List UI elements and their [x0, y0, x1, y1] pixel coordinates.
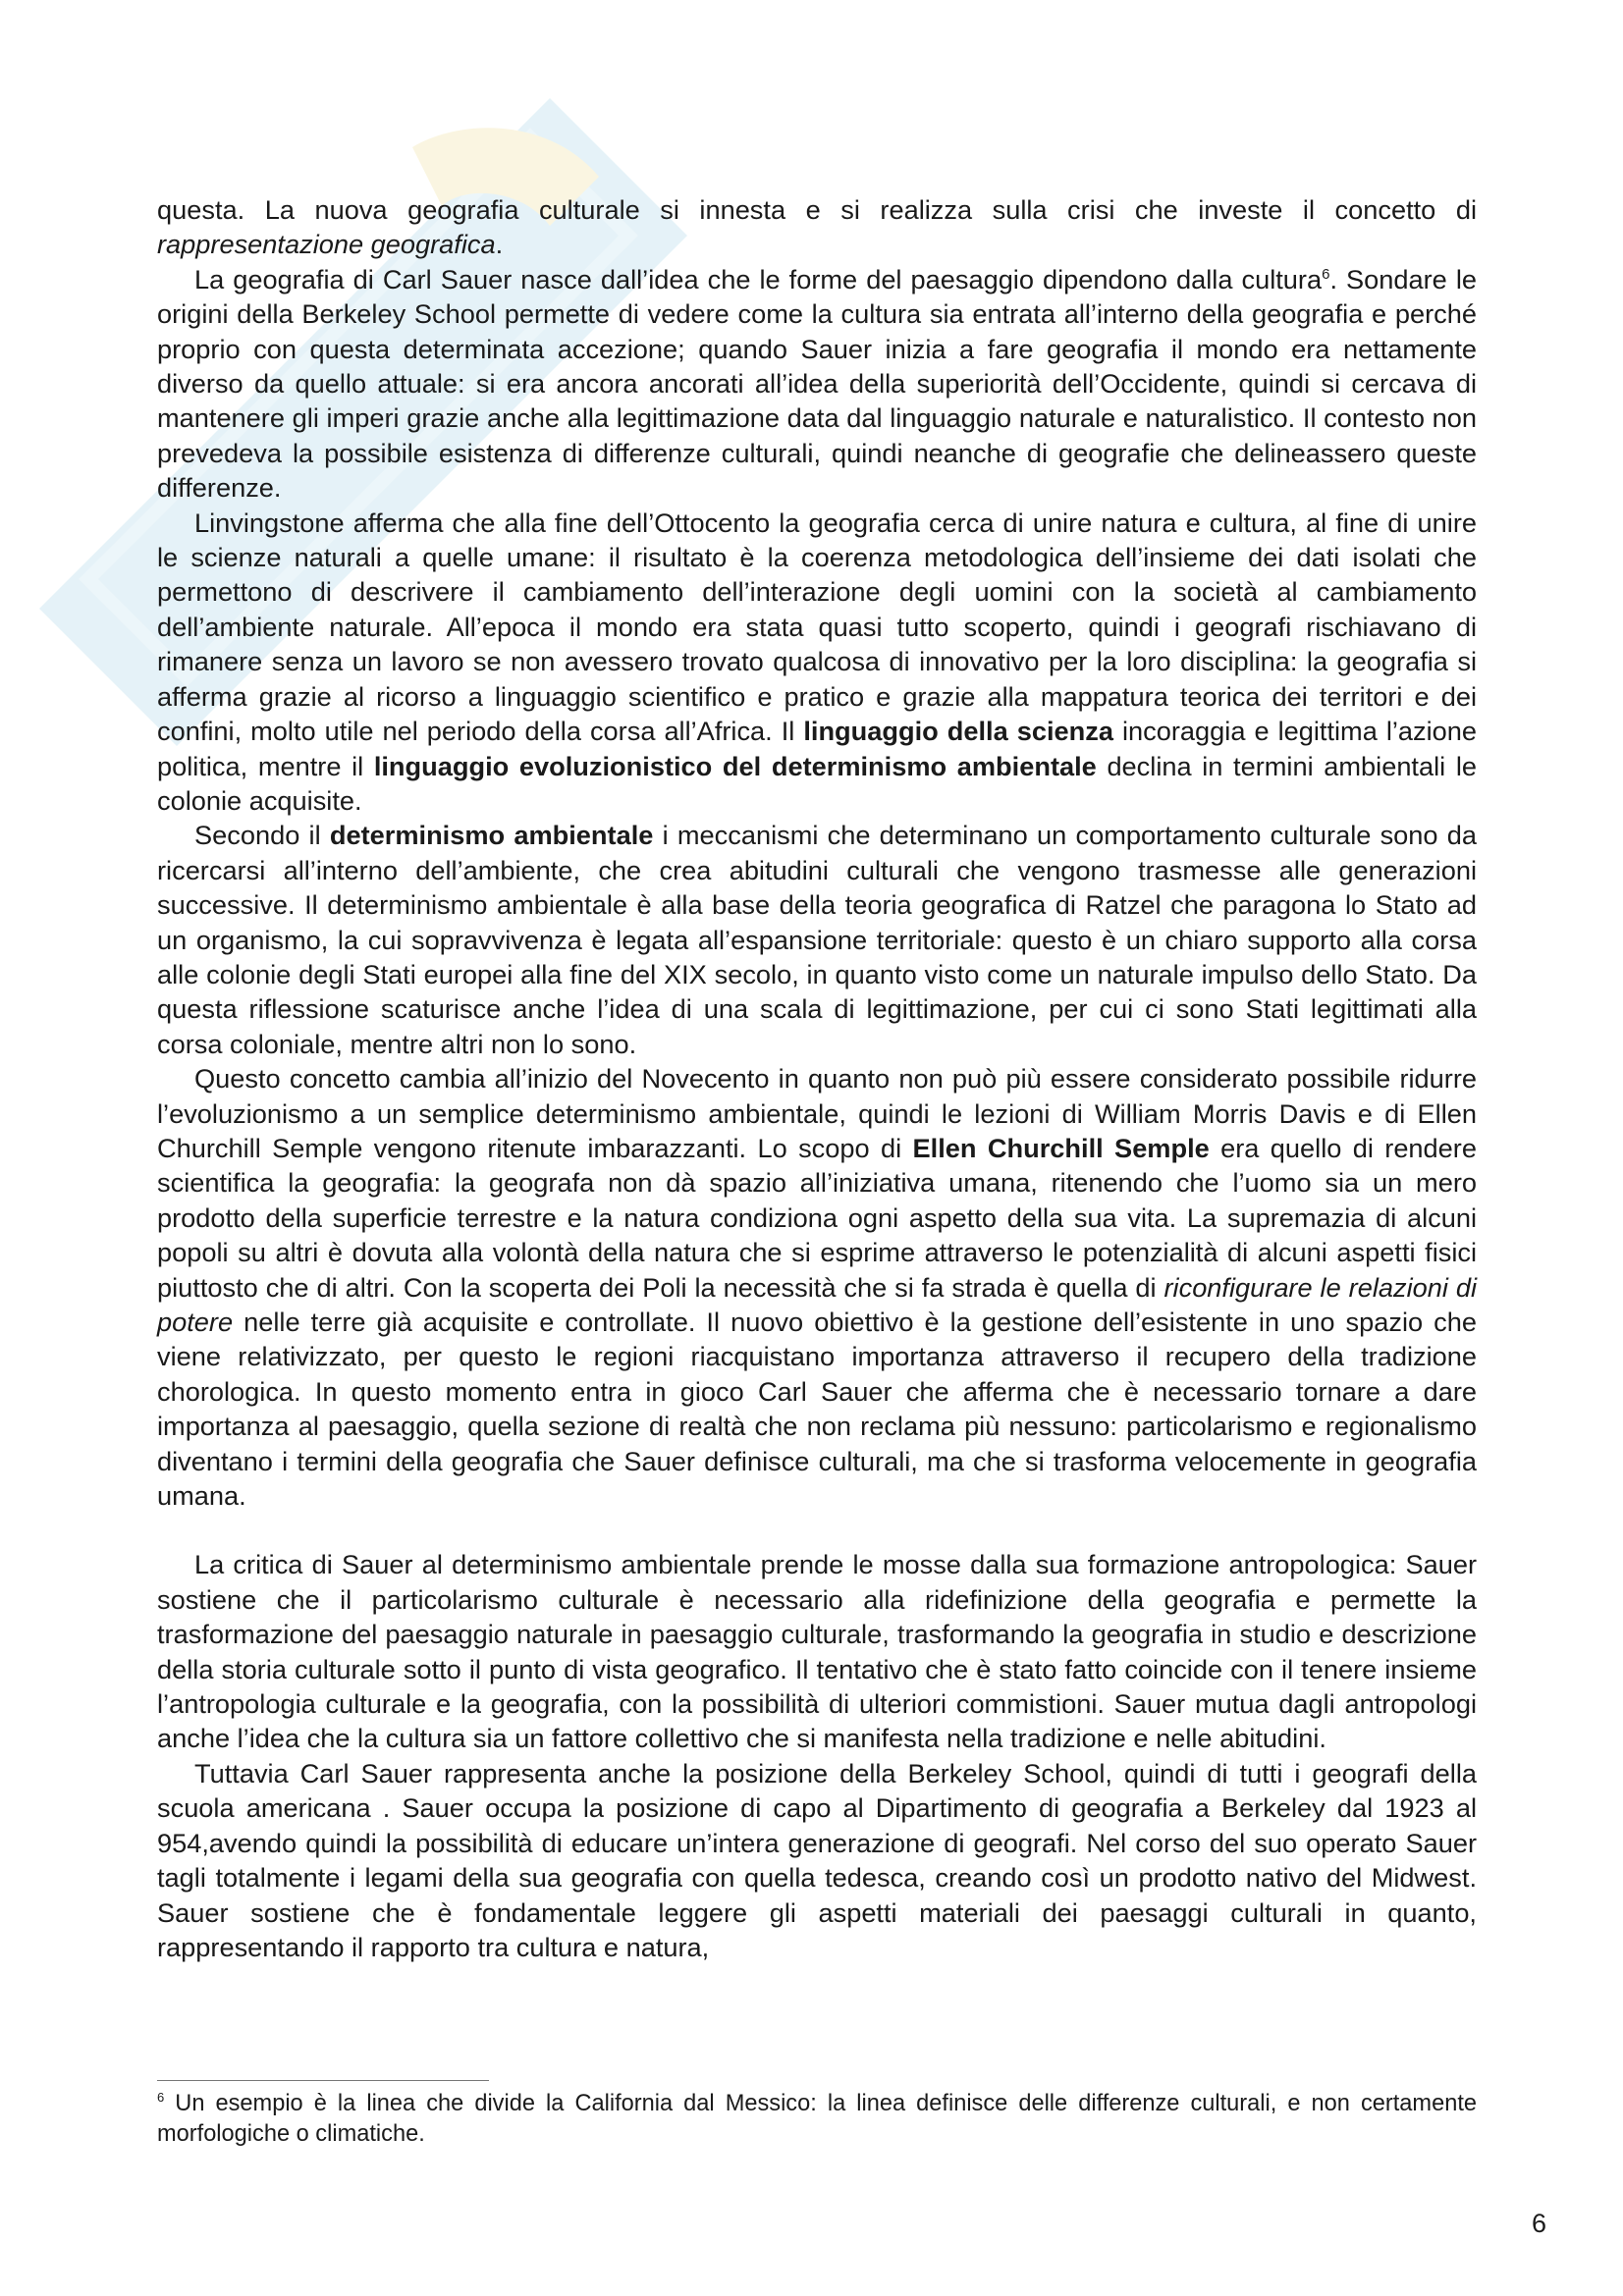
- text-run: . Sondare le origini della Berkeley School permette di vedere come la cultura sia entrata all’interno della geografia e perché proprio con questa determinata accezione; quando Sauer inizia a fare geografia il mondo era nettamente diverso da quello attuale: si era ancora ancorati all’idea della superiorità dell’Occidente, quindi si cercava di mantenere gli imperi grazie anche alla legittimazione data dal linguaggio naturale e naturalistico. Il contesto non prevedeva la possibile esistenza di differenze culturali, quindi neanche di geografie che delineassero queste differenze.: [157, 263, 1477, 504]
- paragraph: [157, 818, 1477, 1061]
- footnote-mark: 6: [157, 2090, 165, 2106]
- text-run: La geografia di Carl Sauer nasce dall’idea che le forme del paesaggio dipendono dalla cultura: [194, 263, 1323, 294]
- paragraph: [157, 506, 1477, 819]
- page-number: 6: [1532, 2209, 1547, 2238]
- text-run: questa. La nuova geografia culturale si innesta e si realizza sulla crisi che investe il concetto di: [157, 194, 1477, 225]
- text-run: Secondo il: [194, 820, 330, 851]
- text-run: declina in termini ambientali le colonie acquisite.: [157, 750, 1477, 816]
- footnote-text: Un esempio è la linea che divide la California dal Messico: la linea definisce delle differenze culturali, e non certamente morfologiche o climatiche.: [157, 2091, 1477, 2147]
- bold-text: linguaggio evoluzionistico del determinismo ambientale: [373, 750, 1097, 781]
- bold-text: determinismo ambientale: [329, 820, 654, 851]
- text-run: incoraggia e legittima l’azione politica, mentre il: [157, 716, 1478, 781]
- italic-text: rappresentazione geografica: [157, 229, 496, 260]
- paragraph: [157, 262, 1477, 506]
- italic-text: riconfigurare le relazioni di potere: [157, 1271, 1477, 1337]
- bold-text: linguaggio della scienza: [803, 716, 1113, 747]
- footnote-reference[interactable]: 6: [1322, 265, 1330, 283]
- text-run: i meccanismi che determinano un comportamento culturale sono da ricercarsi all’interno dell’ambiente, che crea abitudini culturali che vengono trasmesse alle generazioni successive. Il determinismo ambientale è alla base della teoria geografica di Ratzel che paragona lo Stato ad un organismo, la cui sopravvivenza è legata all’espansione territoriale: questo è un chiaro supporto alla corsa alle colonie degli Stati europei alla fine del XIX secolo, in quanto visto come un naturale impulso dello Stato. Da questa riflessione scaturisce anche l’idea di una scala di legittimazione, per cui ci sono Stati legittimati alla corsa coloniale, mentre altri non lo sono.: [157, 820, 1477, 1059]
- bold-text: Ellen Churchill Semple: [912, 1132, 1210, 1163]
- text-run: .: [495, 229, 504, 260]
- footnote-separator: [157, 2080, 489, 2081]
- text-run: Tuttavia Carl Sauer rappresenta anche la posizione della Berkeley School, quindi di tutti i geografi della scuola americana . Sauer occupa la posizione di capo al Dipartimento di geografia a Berkeley dal 1923 al 954,avendo quindi la possibilità di educare un’intera generazione di geografi. Nel corso del suo operato Sauer tagli totalmente i legami della sua geografia con quella tedesca, creando così un prodotto nativo del Midwest. Sauer sostiene che è fondamentale leggere gli aspetti materiali dei paesaggi culturali in quanto, rappresentando il rapporto tra cultura e natura,: [157, 1757, 1477, 1962]
- paragraph: [157, 192, 1477, 262]
- paragraph: [157, 1756, 1477, 1964]
- footnote: [157, 2089, 1477, 2149]
- text-run: La critica di Sauer al determinismo ambientale prende le mosse dalla sua formazione antropologica: Sauer sostiene che il particolarismo culturale è necessario alla ridefinizione della geografia e permette la trasformazione del paesaggio naturale in paesaggio culturale, trasformando la geografia in studio e descrizione della storia culturale sotto il punto di vista geografico. Il tentativo che è stato fatto coincide con il tenere insieme l’antropologia culturale e la geografia, con la possibilità di ulteriori commistioni. Sauer mutua dagli antropologi anche l’idea che la cultura sia un fattore collettivo che si manifesta nella tradizione e nelle abitudini.: [157, 1549, 1477, 1754]
- paragraph: [157, 1061, 1477, 1513]
- text-run: Linvingstone afferma che alla fine dell’Ottocento la geografia cerca di unire natura e cultura, al fine di unire le scienze naturali a quelle umane: il risultato è la coerenza metodologica dell’insieme dei dati isolati che permettono di descrivere il cambiamento dell’interazione degli uomini con la società al cambiamento dell’ambiente naturale. All’epoca il mondo era stata quasi tutto scoperto, quindi i geografi rischiavano di rimanere senza un lavoro se non avessero trovato qualcosa di innovativo per la loro disciplina: la geografia si afferma grazie al ricorso a linguaggio scientifico e pratico e grazie alla mappatura teorica dei territori e dei confini, molto utile nel periodo della corsa all’Africa. Il: [157, 507, 1477, 747]
- text-run: nelle terre già acquisite e controllate. Il nuovo obiettivo è la gestione dell’esistente in uno spazio che viene relativizzato, per questo le regioni riacquistano importanza attraverso il recupero della tradizione chorologica. In questo momento entra in gioco Carl Sauer che afferma che è necessario tornare a dare importanza al paesaggio, quella sezione di realtà che non reclama più nessuno: particolarismo e regionalismo diventano i termini della geografia che Sauer definisce culturali, ma che si trasforma velocemente in geografia umana.: [157, 1307, 1477, 1512]
- text-run: era quello di rendere scientifica la geografia: la geografa non dà spazio all’iniziativa umana, ritenendo che l’uomo sia un mero prodotto della superficie terrestre e la natura condiziona ogni aspetto della sua vita. La supremazia di alcuni popoli su altri è dovuta alla volontà della natura che si esprime attraverso le potenzialità di alcuni aspetti fisici piuttosto che di altri. Con la scoperta dei Poli la necessità che si fa strada è quella di: [157, 1132, 1477, 1303]
- document-body: [157, 192, 1477, 1964]
- paragraph: [157, 1547, 1477, 1755]
- text-run: Questo concetto cambia all’inizio del Novecento in quanto non può più essere considerato possibile ridurre l’evoluzionismo a un semplice determinismo ambientale, quindi le lezioni di William Morris Davis e di Ellen Churchill Semple vengono ritenute imbarazzanti. Lo scopo di: [157, 1063, 1477, 1163]
